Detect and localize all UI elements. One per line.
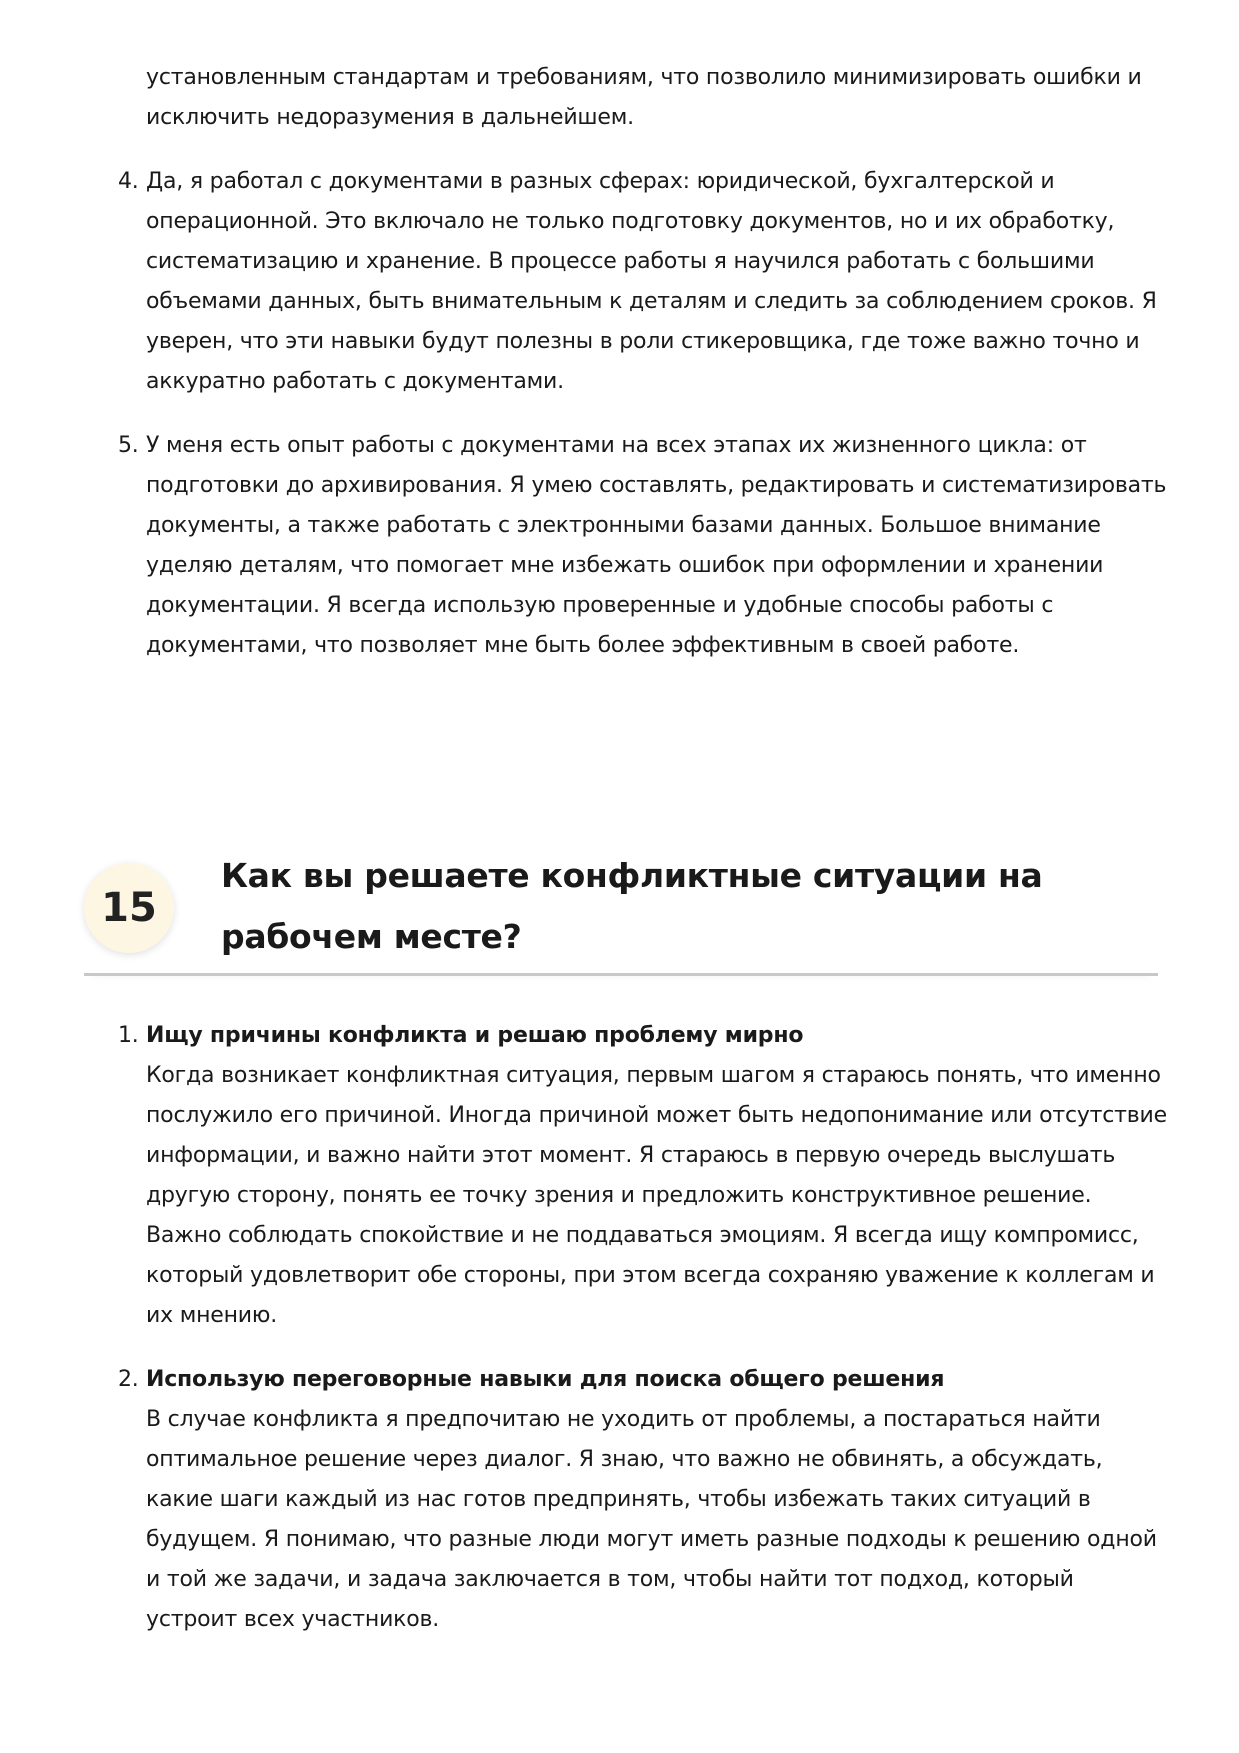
answer-number: 1. <box>118 1023 139 1048</box>
list-item <box>118 426 1168 666</box>
list-item-number: 5. <box>118 433 139 458</box>
question-header <box>84 845 1158 976</box>
list-item-number: 4. <box>118 169 139 194</box>
list-item-text: Да, я работал с документами в разных сферах: юридической, бухгалтерской и операционной. Это включало не только подготовку документов, но и их обработку, систематизацию и хранение. В процессе работы я научился работать с большими объемами данных, быть внимательным к деталям и следить за соблюдением сроков. Я уверен, что эти навыки будут полезны в роли стикеровщика, где тоже важно точно и аккуратно работать с документами. <box>146 169 1157 394</box>
previous-answers-list <box>118 58 1168 666</box>
answer-text: Когда возникает конфликтная ситуация, первым шагом я стараюсь понять, что именно послужило его причиной. Иногда причиной может быть недопонимание или отсутствие информации, и важно найти этот момент. Я стараюсь в первую очередь выслушать другую сторону, понять ее точку зрения и предложить конструктивное решение. Важно соблюдать спокойствие и не поддаваться эмоциям. Я всегда ищу компромисс, который удовлетворит обе стороны, при этом всегда сохраняю уважение к коллегам и их мнению. <box>146 1063 1167 1328</box>
question-title: Как вы решаете конфликтные ситуации на рабочем месте? <box>221 856 1043 956</box>
answer-title: Использую переговорные навыки для поиска общего решения <box>146 1367 945 1392</box>
answer-item <box>118 1016 1168 1336</box>
continued-fragment-text: установленным стандартам и требованиям, что позволило минимизировать ошибки и исключить недоразумения в дальнейшем. <box>146 65 1142 130</box>
list-item-text: У меня есть опыт работы с документами на всех этапах их жизненного цикла: от подготовки до архивирования. Я умею составлять, редактировать и систематизировать документы, а также работать с электронными базами данных. Большое внимание уделяю деталям, что помогает мне избежать ошибок при оформлении и хранении документации. Я всегда использую проверенные и удобные способы работы с документами, что позволяет мне быть более эффективным в своей работе. <box>146 433 1167 658</box>
answer-number: 2. <box>118 1367 139 1392</box>
answer-text: В случае конфликта я предпочитаю не уходить от проблемы, а постараться найти оптимальное решение через диалог. Я знаю, что важно не обвинять, а обсуждать, какие шаги каждый из нас готов предпринять, чтобы избежать таких ситуаций в будущем. Я понимаю, что разные люди могут иметь разные подходы к решению одной и той же задачи, и задача заключается в том, чтобы найти тот подход, который устроит всех участников. <box>146 1407 1157 1632</box>
answer-item <box>118 1360 1168 1640</box>
answer-title: Ищу причины конфликта и решаю проблему мирно <box>146 1023 804 1048</box>
list-item <box>118 162 1168 402</box>
question-number-badge: 15 <box>84 863 174 953</box>
list-item-continued <box>118 58 1168 138</box>
answers-list <box>118 1016 1168 1640</box>
